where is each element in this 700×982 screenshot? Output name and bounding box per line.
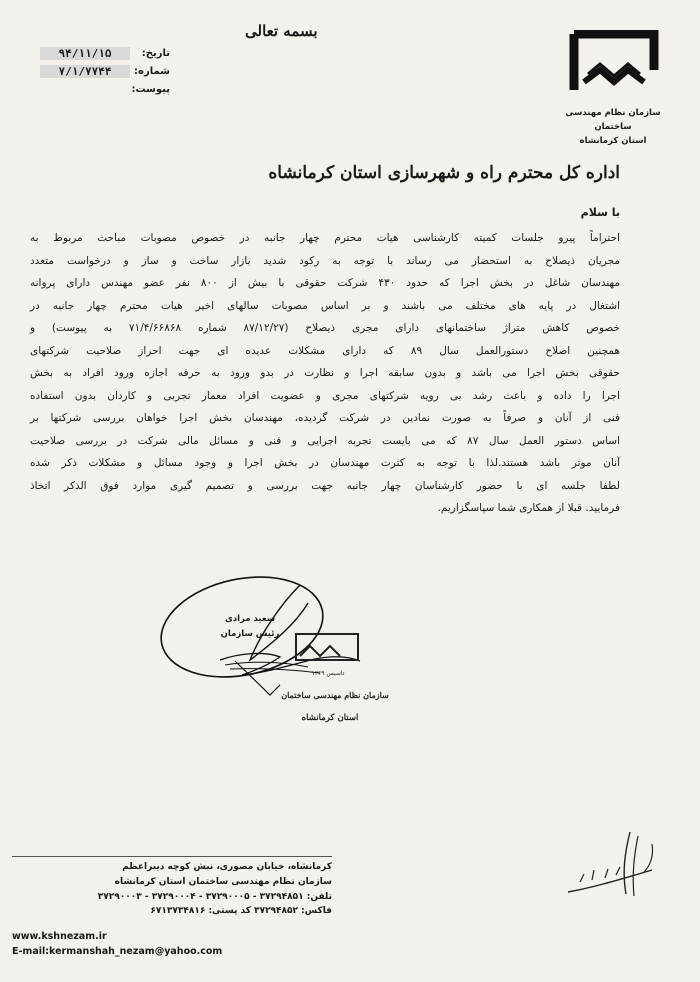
organization-name bbox=[548, 106, 678, 148]
body-line: فنی از آنان و صرفاً به صورت نمادین در شرکت گردیده، مهندسان بخش اجرا خواهان بررسی شرکتها بر bbox=[30, 412, 620, 424]
footer-phone: تلفن: ۳۷۲۹۴۸۵۱ - ۳۷۲۹۰۰۰۵ - ۳۷۲۹۰۰۰۴ - ۳۷۲۹۰۰۰۳ bbox=[97, 891, 332, 902]
footer-address: کرمانشاه، خیابان مصوری، نبش کوچه دیبراعظم bbox=[122, 862, 332, 872]
organization-province: استان کرمانشاه bbox=[579, 136, 647, 146]
bismillah-heading: بسمه تعالی bbox=[245, 22, 318, 40]
organization-title: سازمان نظام مهندسی ساختمان bbox=[565, 108, 661, 132]
body-line: خصوص کاهش متراژ ساختمانهای دارای مجری ذیصلاح (۸۷/۱۲/۲۷ شماره ۷۱/۴/۶۶۸۶۸ به پیوست) و bbox=[30, 322, 620, 334]
body-line: فرمایید. قبلا از همکاری شما سپاسگزاریم. bbox=[437, 502, 620, 514]
footer-fax-postal: فاکس: ۳۷۲۹۴۸۵۲ کد پستی: ۶۷۱۳۷۳۴۸۱۶ bbox=[150, 906, 332, 917]
svg-text:تاسیس ۱۳۶۹: تاسیس ۱۳۶۹ bbox=[311, 670, 345, 677]
handwritten-date-icon bbox=[560, 822, 670, 912]
date-value: ۹۴/۱۱/۱۵ bbox=[40, 47, 130, 60]
number-row bbox=[30, 62, 170, 80]
body-line: همچنین اصلاح دستورالعمل سال ۸۹ که دارای مشکلات عدیده ای جهت احراز صلاحیت شرکتهای bbox=[30, 344, 620, 357]
body-line: احتراماً پیرو جلسات کمیته کارشناسی هیات محترم چهار جانبه در خصوص مصوبات مباحث مربوط به bbox=[30, 232, 620, 244]
date-row bbox=[30, 44, 170, 62]
attachment-label: پیوست: bbox=[131, 83, 170, 95]
body-line: آنان موثر باشد هستند.لذا با توجه به کثرت مهندسان در بخش اجرا و وجود مسائل و مشکلات ذکر شده bbox=[30, 457, 620, 469]
footer-building: سازمان نظام مهندسی ساختمان استان کرمانشاه bbox=[114, 876, 332, 887]
body-line: مجریان ذیصلاح به استحضار می رساند با توجه به رکود شدید بازار ساخت و ساز و درخواست متعدد bbox=[30, 254, 620, 267]
body-line: لطفا جلسه ای با حضور کارشناسان چهار جانبه جهت بررسی و تصمیم گیری موارد فوق الذکر اتخاذ bbox=[30, 479, 620, 492]
letterhead-footer bbox=[12, 862, 332, 961]
svg-text:استان کرمانشاه: استان کرمانشاه bbox=[301, 713, 359, 723]
body-line: حقوقی بخش اجرا می باشد و بدون سابقه اجرا و نظارت در بدو ورود به حرفه اجازه ورود افراد به بخش bbox=[30, 367, 620, 379]
body-line: اجرا را داده و باعث رشد بی رویه شرکتهای مجری و عضویت افراد معمار تجربی و کاردان بدون استفاده bbox=[30, 389, 620, 402]
organization-stamp-icon bbox=[270, 628, 390, 743]
footer-divider bbox=[12, 856, 332, 857]
body-line: اساس دستور العمل سال ۸۷ که می بایست تجربه اجرایی و فنی و مسائل مالی شرکت در بررسی صلاحیت bbox=[30, 434, 621, 447]
body-line: اشتغال در پایه های مختلف می باشند و بر اساس مصوبات سالهای اخیر هیات محترم چهار جانبه در bbox=[30, 299, 620, 312]
organization-logo-icon bbox=[566, 30, 662, 94]
number-value: ۷/۱/۷۷۴۴ bbox=[40, 65, 130, 78]
attachment-row bbox=[30, 80, 170, 98]
signatory-name: سعید مرادی bbox=[224, 614, 276, 624]
number-label: شماره: bbox=[134, 65, 170, 77]
letter-body bbox=[30, 232, 620, 525]
footer-website: www.kshnezam.ir bbox=[12, 931, 107, 943]
greeting: با سلام bbox=[580, 206, 620, 219]
letter-meta bbox=[30, 44, 170, 98]
footer-email: E-mail:kermanshah_nezam@yahoo.com bbox=[12, 945, 223, 957]
body-line: مهندسان شاغل در بخش اجرا که حدود ۴۳۰ شرکت حقوقی با بیش از ۸۰۰ نفر عضو مهندس دارای پروانه bbox=[30, 277, 621, 289]
svg-text:سازمان نظام مهندسی ساختمان: سازمان نظام مهندسی ساختمان bbox=[281, 690, 389, 700]
date-label: تاریخ: bbox=[141, 47, 170, 59]
signatory-title: رئیس سازمان bbox=[220, 629, 280, 639]
recipient-line: اداره کل محترم راه و شهرسازی استان کرمانشاه bbox=[268, 163, 620, 183]
